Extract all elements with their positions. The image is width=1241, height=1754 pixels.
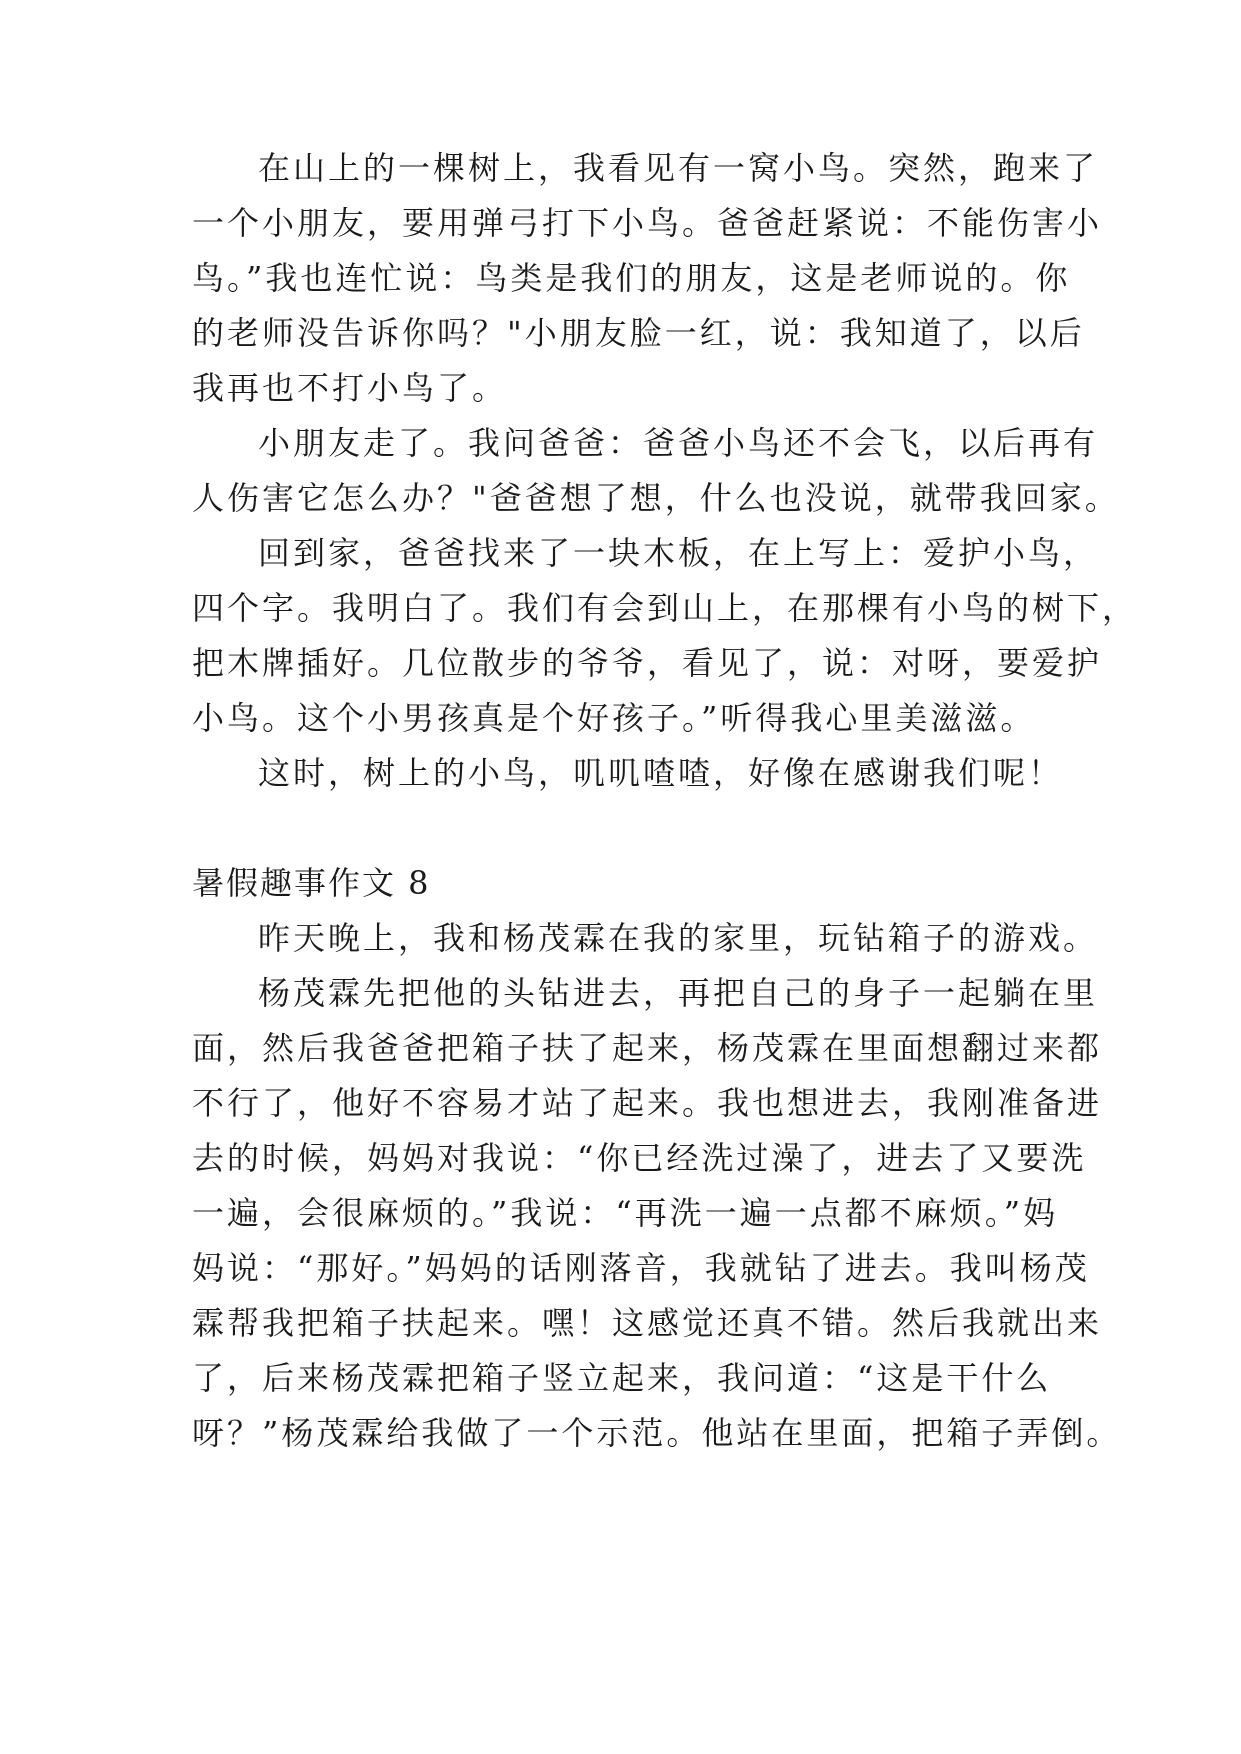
- paragraph-line: 四个字。我明白了。我们有会到山上，在那棵有小鸟的树下，: [192, 589, 1138, 627]
- paragraph-line: 回到家，爸爸找来了一块木板，在上写上：爱护小鸟，: [258, 534, 1099, 572]
- paragraph-line: 小鸟。这个小男孩真是个好孩子。”听得我心里美滋滋。: [192, 699, 1036, 737]
- section-heading: 暑假趣事作文 8: [192, 864, 431, 902]
- paragraph-line: 人伤害它怎么办？"爸爸想了想，什么也没说，就带我回家。: [192, 479, 1120, 517]
- paragraph-line: 的老师没告诉你吗？"小朋友脸一红，说：我知道了，以后: [192, 314, 1085, 352]
- paragraph-line: 我再也不打小鸟了。: [192, 369, 508, 407]
- paragraph-line: 一遍，会很麻烦的。”我说：“再洗一遍一点都不麻烦。”妈: [192, 1194, 1059, 1232]
- paragraph-line: 了，后来杨茂霖把箱子竖立起来，我问道：“这是干什么: [192, 1359, 1052, 1397]
- paragraph-line: 鸟。”我也连忙说：鸟类是我们的朋友，这是老师说的。你: [192, 259, 1071, 297]
- paragraph-line: 霖帮我把箱子扶起来。嘿！这感觉还真不错。然后我就出来: [192, 1304, 1103, 1342]
- paragraph-line: 在山上的一棵树上，我看见有一窝小鸟。突然，跑来了: [258, 149, 1099, 187]
- paragraph-line: 面，然后我爸爸把箱子扶了起来，杨茂霖在里面想翻过来都: [192, 1029, 1103, 1067]
- paragraph-line: 妈说：“那好。”妈妈的话刚落音，我就钻了进去。我叫杨茂: [192, 1249, 1090, 1287]
- paragraph-line: 不行了，他好不容易才站了起来。我也想进去，我刚准备进: [192, 1084, 1103, 1122]
- paragraph-line: 把木牌插好。几位散步的爷爷，看见了，说：对呀，要爱护: [192, 644, 1103, 682]
- paragraph-line: 昨天晚上，我和杨茂霖在我的家里，玩钻箱子的游戏。: [258, 919, 1099, 957]
- paragraph-line: 小朋友走了。我问爸爸：爸爸小鸟还不会飞，以后再有: [258, 424, 1099, 462]
- paragraph-line: 这时，树上的小鸟，叽叽喳喳，好像在感谢我们呢！: [258, 754, 1064, 792]
- paragraph-line: 呀？”杨茂霖给我做了一个示范。他站在里面，把箱子弄倒。: [192, 1414, 1122, 1452]
- paragraph-line: 杨茂霖先把他的头钻进去，再把自己的身子一起躺在里: [258, 974, 1099, 1012]
- paragraph-line: 去的时候，妈妈对我说：“你已经洗过澡了，进去了又要洗: [192, 1139, 1087, 1177]
- paragraph-line: 一个小朋友，要用弹弓打下小鸟。爸爸赶紧说：不能伤害小: [192, 204, 1103, 242]
